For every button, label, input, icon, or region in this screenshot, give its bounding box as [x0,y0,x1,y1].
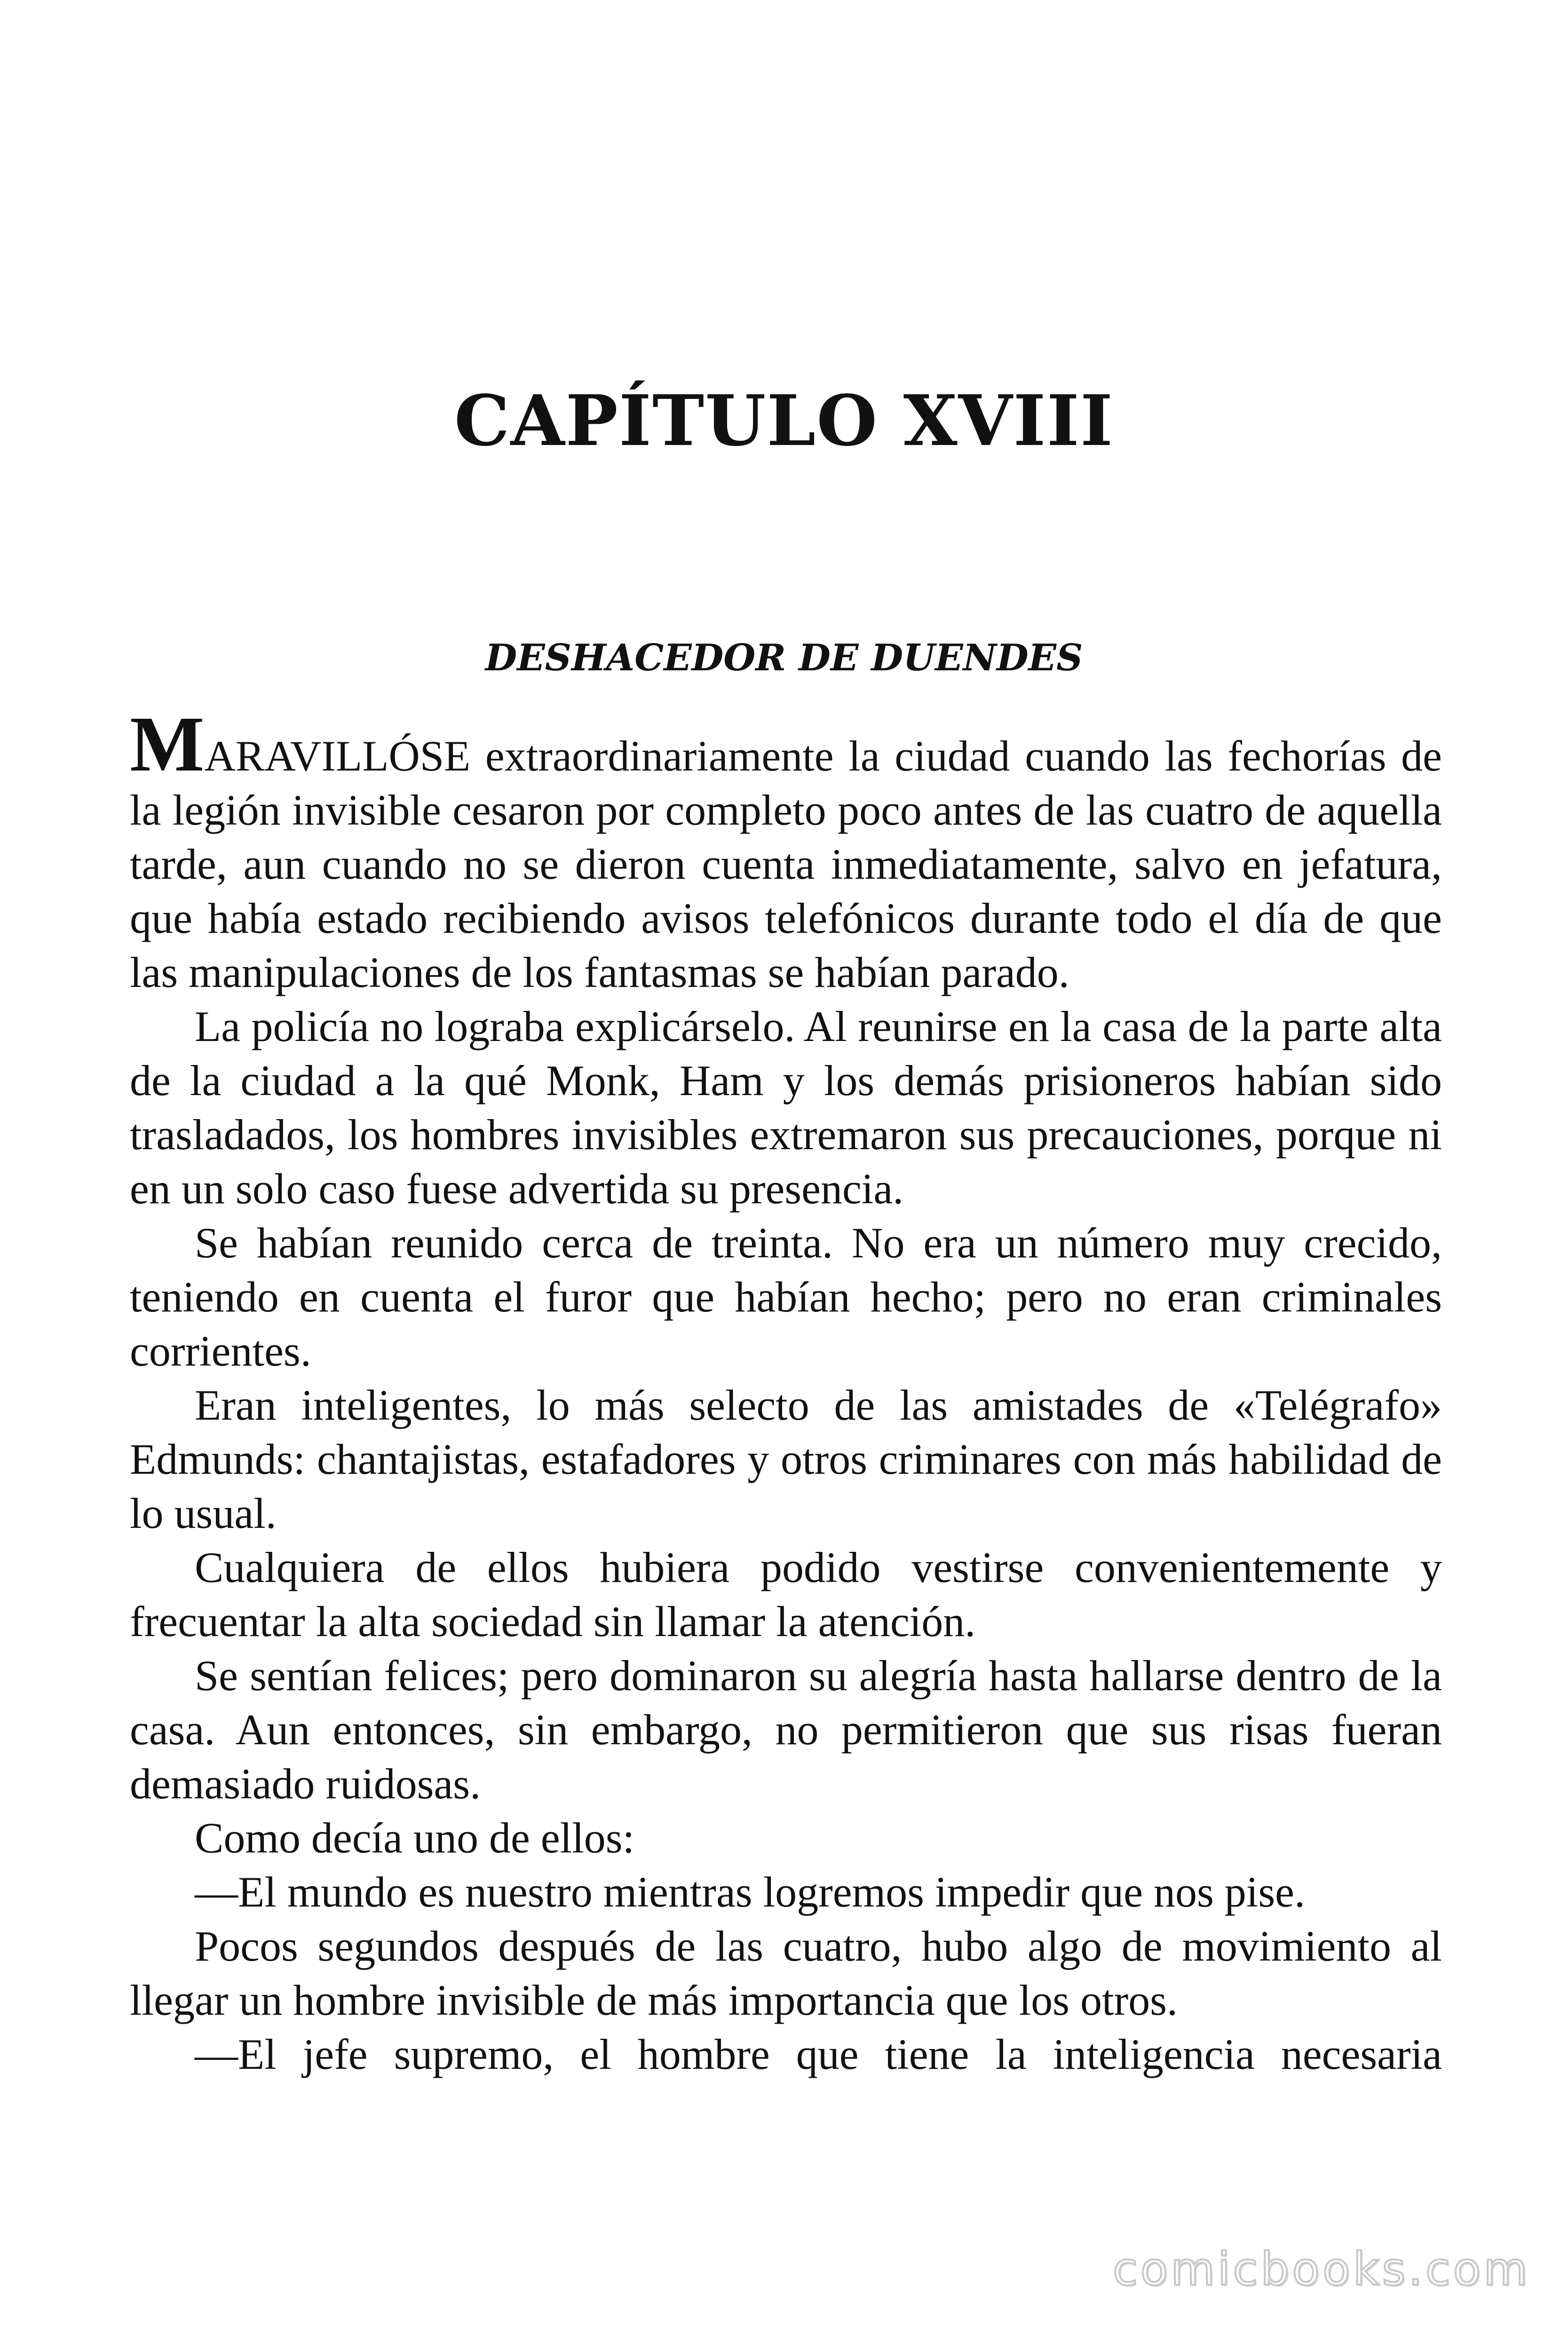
paragraph-5: Cualquiera de ellos hubiera podido vestirse convenientemente y frecuentar la alta sociedad sin llamar la atención. [130,1543,1442,1645]
watermark: comicbooks.com [1112,2243,1530,2296]
paragraph-6: Se sentían felices; pero dominaron su alegría hasta hallarse dentro de la casa. Aun entonces, sin embargo, no permitieron que sus risas fueran demasiado ruidosas. [130,1652,1442,1808]
chapter-body [130,700,1442,2082]
paragraph-3: Se habían reunido cerca de treinta. No era un número muy crecido, teniendo en cuenta el furor que habían hecho; pero no eran criminales corrientes. [130,1219,1442,1375]
first-word-rest: ARAVILLÓSE [204,732,471,780]
paragraph-2: La policía no lograba explicárselo. Al reunirse en la casa de la parte alta de la ciudad a la qué Monk, Ham y los demás prisioneros habían sido trasladados, los hombres invisibles extremaron sus precauciones, porque ni en un solo caso fuese advertida su presencia. [130,1002,1442,1213]
paragraph-1-text: extraordinariamente la ciudad cuando las fechorías de la legión invisible cesaron por completo poco antes de las cuatro de aquella tarde, aun cuando no se dieron cuenta inmediatamente, salvo en jefatura, que había estado recibiendo avisos telefónicos durante todo el día de que las manipulaciones de los fantasmas se habían parado. [130,732,1442,996]
paragraph-10: —El jefe supremo, el hombre que tiene la inteligencia necesaria [195,2030,1442,2078]
paragraph-1 [130,700,1442,1000]
chapter-title: CAPÍTULO XVIII [454,380,1114,461]
paragraph-4: Eran inteligentes, lo más selecto de las amistades de «Telégrafo» Edmunds: chantajistas, estafadores y otros criminares con más habilidad de lo usual. [130,1381,1442,1537]
drop-cap: M [130,700,205,788]
chapter-subtitle: DESHACEDOR DE DUENDES [485,636,1083,679]
paragraph-7: Como decía uno de ellos: [195,1814,635,1862]
paragraph-8: —El mundo es nuestro mientras logremos impedir que nos pise. [195,1868,1305,1916]
paragraph-9: Pocos segundos después de las cuatro, hubo algo de movimiento al llegar un hombre invisible de más importancia que los otros. [130,1922,1442,2024]
